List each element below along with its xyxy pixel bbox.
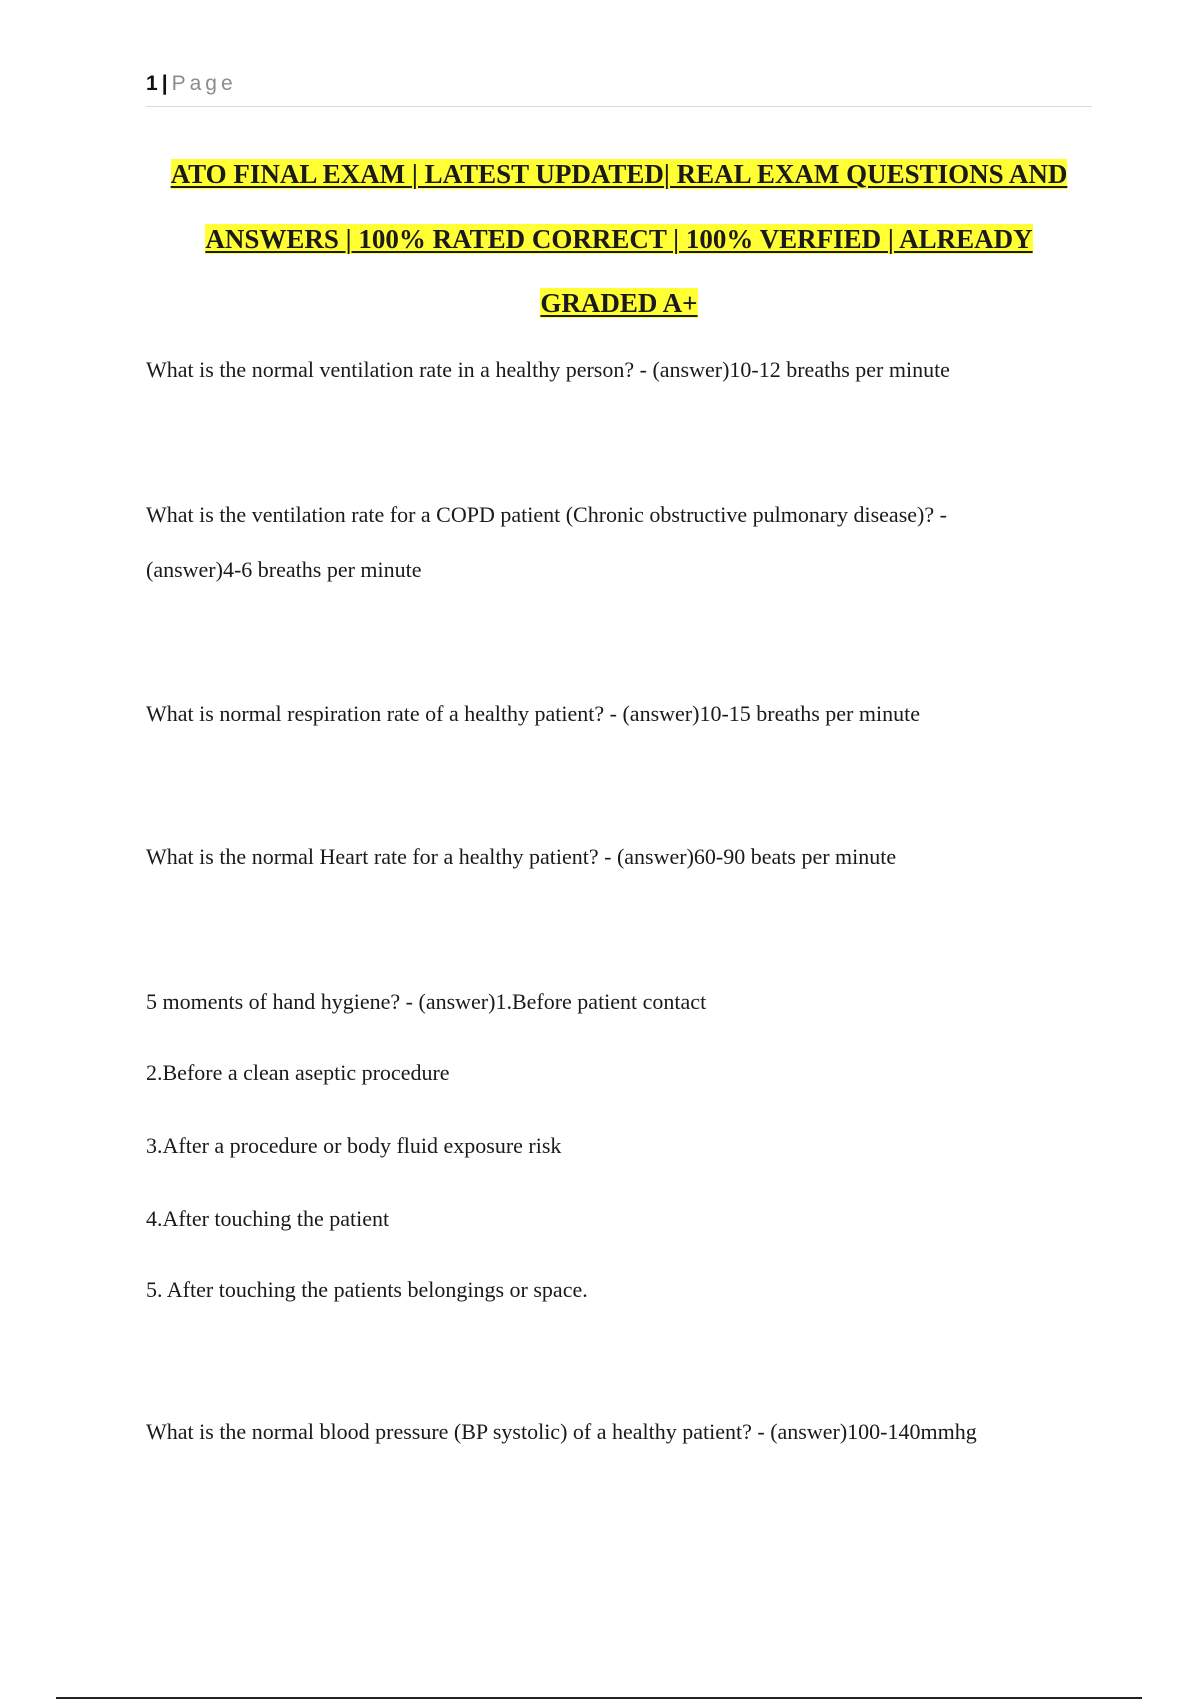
footer-rule: [56, 1697, 1142, 1699]
hand-hygiene-item-5: 5. After touching the patients belongings or space.: [146, 1277, 588, 1302]
page-label: Page: [171, 72, 237, 95]
hand-hygiene-item-4: 4.After touching the patient: [146, 1206, 390, 1231]
qa-heart-rate: What is the normal Heart rate for a healthy patient? - (answer)60-90 beats per minute: [146, 844, 897, 869]
title-line-3: GRADED A+: [540, 288, 698, 318]
page-separator: |: [161, 72, 168, 95]
page-number: 1: [146, 72, 158, 95]
hand-hygiene-item-2: 2.Before a clean aseptic procedure: [146, 1060, 450, 1085]
qa-ventilation-copd: What is the ventilation rate for a COPD patient (Chronic obstructive pulmonary disease)? -: [146, 502, 947, 527]
qa-respiration-rate: What is normal respiration rate of a healthy patient? - (answer)10-15 breaths per minute: [146, 701, 920, 726]
qa-ventilation-healthy: What is the normal ventilation rate in a healthy person? - (answer)10-12 breaths per minute: [146, 357, 950, 382]
hand-hygiene-item-3: 3.After a procedure or body fluid exposure risk: [146, 1133, 562, 1158]
document-title: [146, 142, 1092, 336]
page-header: [146, 72, 1092, 107]
qa-blood-pressure: What is the normal blood pressure (BP systolic) of a healthy patient? - (answer)100-140mmhg: [146, 1419, 977, 1444]
title-line-1: ATO FINAL EXAM | LATEST UPDATED| REAL EXAM QUESTIONS AND: [170, 159, 1068, 189]
title-line-2: ANSWERS | 100% RATED CORRECT | 100% VERFIED | ALREADY: [205, 223, 1033, 254]
qa-ventilation-copd-answer: (answer)4-6 breaths per minute: [146, 557, 422, 582]
qa-hand-hygiene: 5 moments of hand hygiene? - (answer)1.Before patient contact: [146, 989, 707, 1014]
